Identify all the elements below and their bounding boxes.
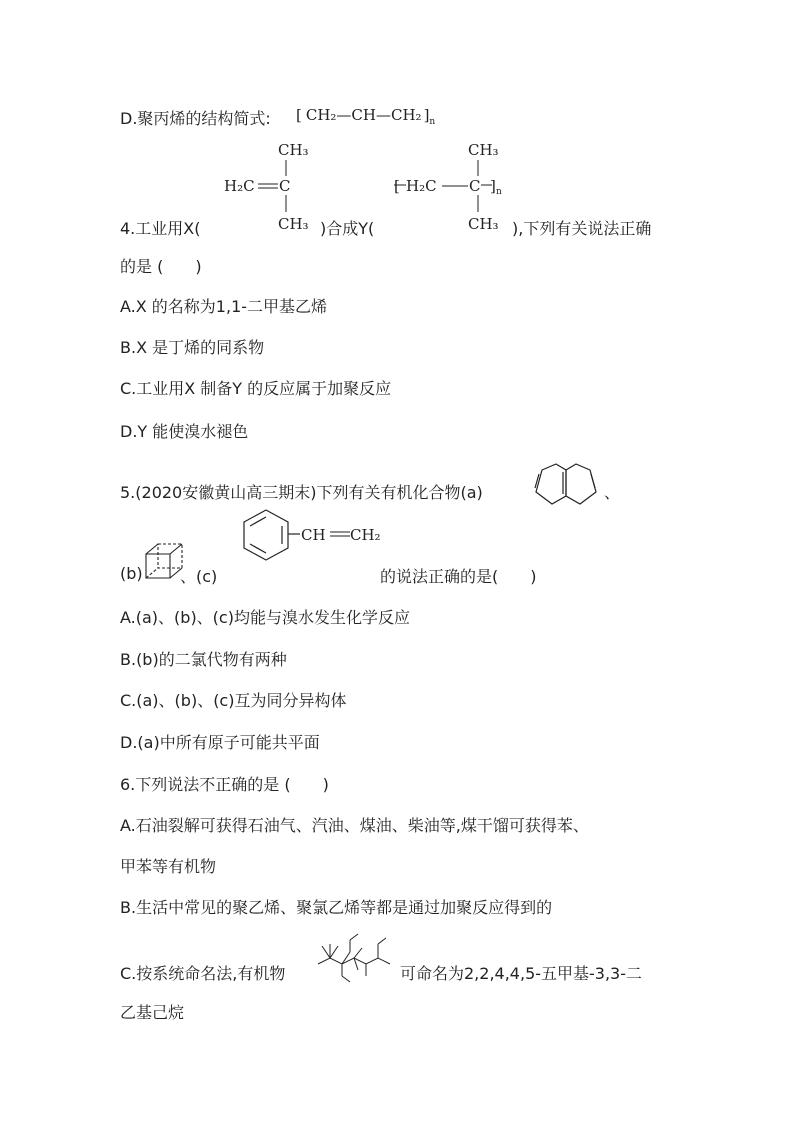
q3-option-d-prefix: D.聚丙烯的结构简式: [120,109,271,128]
formula-end-bracket: ] [423,106,430,124]
q5-stem-a: 5.(2020安徽黄山高三期末)下列有关有机化合物(a) [120,483,483,502]
y-ch3-bottom: CH₃ [468,215,499,233]
c-ch: CH [301,526,326,544]
y-bracket-left: [ [394,177,400,195]
y-ch3-top: CH₃ [468,141,499,159]
c-ch2: CH₂ [350,526,381,544]
q4-stem-b: )合成Y( [320,219,375,238]
x-ch3-bottom: CH₃ [278,215,309,233]
formula-n: n [429,117,436,127]
formula-body: CH₂—CH—CH₂ [305,106,422,124]
q6-option-a-line2: 甲苯等有机物 [120,857,217,876]
q4-option-b: B.X 是丁烯的同系物 [120,338,265,357]
y-h2c: H₂C [406,177,437,195]
q5-stem-a-tail: 、 [604,483,621,502]
x-h2c: H₂C [224,177,255,195]
q5-label-b: (b) [120,564,143,583]
q4-stem-a: 4.工业用X( [120,219,201,238]
q6-option-c-a: C.按系统命名法,有机物 [120,964,286,983]
q5-stem-b: 的说法正确的是( ) [380,567,537,586]
q6-option-c-line2: 乙基己烷 [120,1003,185,1022]
q4-stem-c: ),下列有关说法正确 [512,219,652,238]
q6-stem: 6.下列说法不正确的是 ( ) [120,775,329,794]
q4-option-d: D.Y 能使溴水褪色 [120,422,249,441]
x-ch3-top: CH₃ [278,141,309,159]
x-c: C [279,177,291,195]
polypropylene-formula [296,106,435,127]
q6-skeletal-structure [314,930,400,986]
compound-c-styrene [224,506,381,586]
q5-option-a: A.(a)、(b)、(c)均能与溴水发生化学反应 [120,608,410,627]
q4-option-a: A.X 的名称为1,1-二甲基乙烯 [120,297,328,316]
q6-option-c-b: 可命名为2,2,4,4,5-五甲基-3,3-二 [400,964,643,983]
compound-a-structure [530,458,602,508]
q4-stem-d: 的是 ( ) [120,257,202,276]
q6-option-b: B.生活中常见的聚乙烯、聚氯乙烯等都是通过加聚反应得到的 [120,898,553,917]
q6-option-a-line1: A.石油裂解可获得石油气、汽油、煤油、柴油等,煤干馏可获得苯、 [120,816,589,835]
q4-option-c: C.工业用X 制备Y 的反应属于加聚反应 [120,379,392,398]
q5-option-d: D.(a)中所有原子可能共平面 [120,733,320,752]
q5-option-b: B.(b)的二氯代物有两种 [120,650,287,669]
formula-start-bracket: [ [296,106,302,124]
y-bracket-right: ] [490,177,496,195]
y-c: C [469,177,481,195]
q4-y-structure [392,138,522,238]
q3-option-d [120,108,271,130]
q5-option-c: C.(a)、(b)、(c)互为同分异构体 [120,691,347,710]
y-n: n [496,187,502,197]
q5-sep: 、(c) [180,567,218,586]
